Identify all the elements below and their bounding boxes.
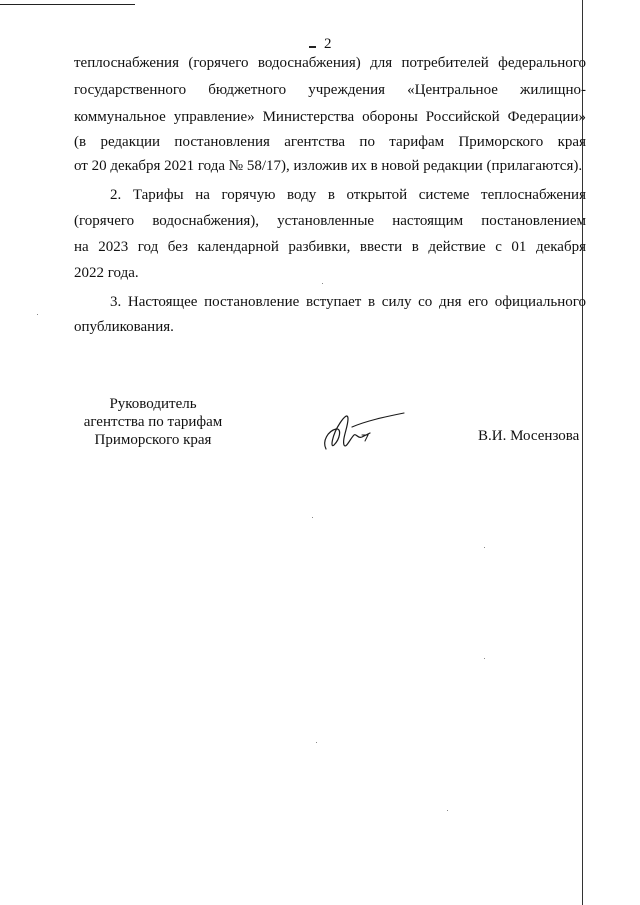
- paragraph-1-line-1: теплоснабжения (горячего водоснабжения) для потребителей федерального: [74, 55, 586, 71]
- top-rule: [0, 4, 135, 5]
- scan-speck: [447, 810, 448, 811]
- paragraph-1-line-3: коммунальное управление» Министерства обороны Российской Федерации»: [74, 109, 586, 125]
- scan-speck: [322, 283, 323, 284]
- paragraph-2-line-4: 2022 года.: [74, 265, 139, 281]
- scan-speck: [484, 547, 485, 548]
- page-number-mark: [309, 46, 316, 48]
- scan-speck: [312, 517, 313, 518]
- paragraph-3-line-2: опубликования.: [74, 319, 174, 335]
- paragraph-2-line-2: (горячего водоснабжения), установленные настоящим постановлением: [74, 213, 586, 229]
- paragraph-2-line-1: 2. Тарифы на горячую воду в открытой системе теплоснабжения: [110, 187, 586, 203]
- handwritten-signature: [318, 405, 408, 460]
- signer-position-line-1: Руководитель: [109, 396, 197, 412]
- scan-speck: [316, 742, 317, 743]
- scan-speck: [484, 658, 485, 659]
- paragraph-2-line-3: на 2023 год без календарной разбивки, ввести в действие с 01 декабря: [74, 239, 586, 255]
- paragraph-1-line-2: государственного бюджетного учреждения «Центральное жилищно-: [74, 82, 586, 98]
- paragraph-3-line-1: 3. Настоящее постановление вступает в силу со дня его официального: [110, 294, 586, 310]
- signer-position-line-3: Приморского края: [94, 432, 212, 448]
- signer-position: [78, 395, 228, 449]
- page-number: 2: [324, 36, 332, 52]
- paragraph-1-line-5: от 20 декабря 2021 года № 58/17), изложив их в новой редакции (прилагаются).: [74, 158, 583, 174]
- signer-position-line-2: агентства по тарифам: [83, 414, 223, 430]
- scan-speck: [37, 314, 38, 315]
- signer-name: В.И. Мосензова: [478, 428, 580, 444]
- paragraph-1-line-4: (в редакции постановления агентства по тарифам Приморского края: [74, 134, 586, 150]
